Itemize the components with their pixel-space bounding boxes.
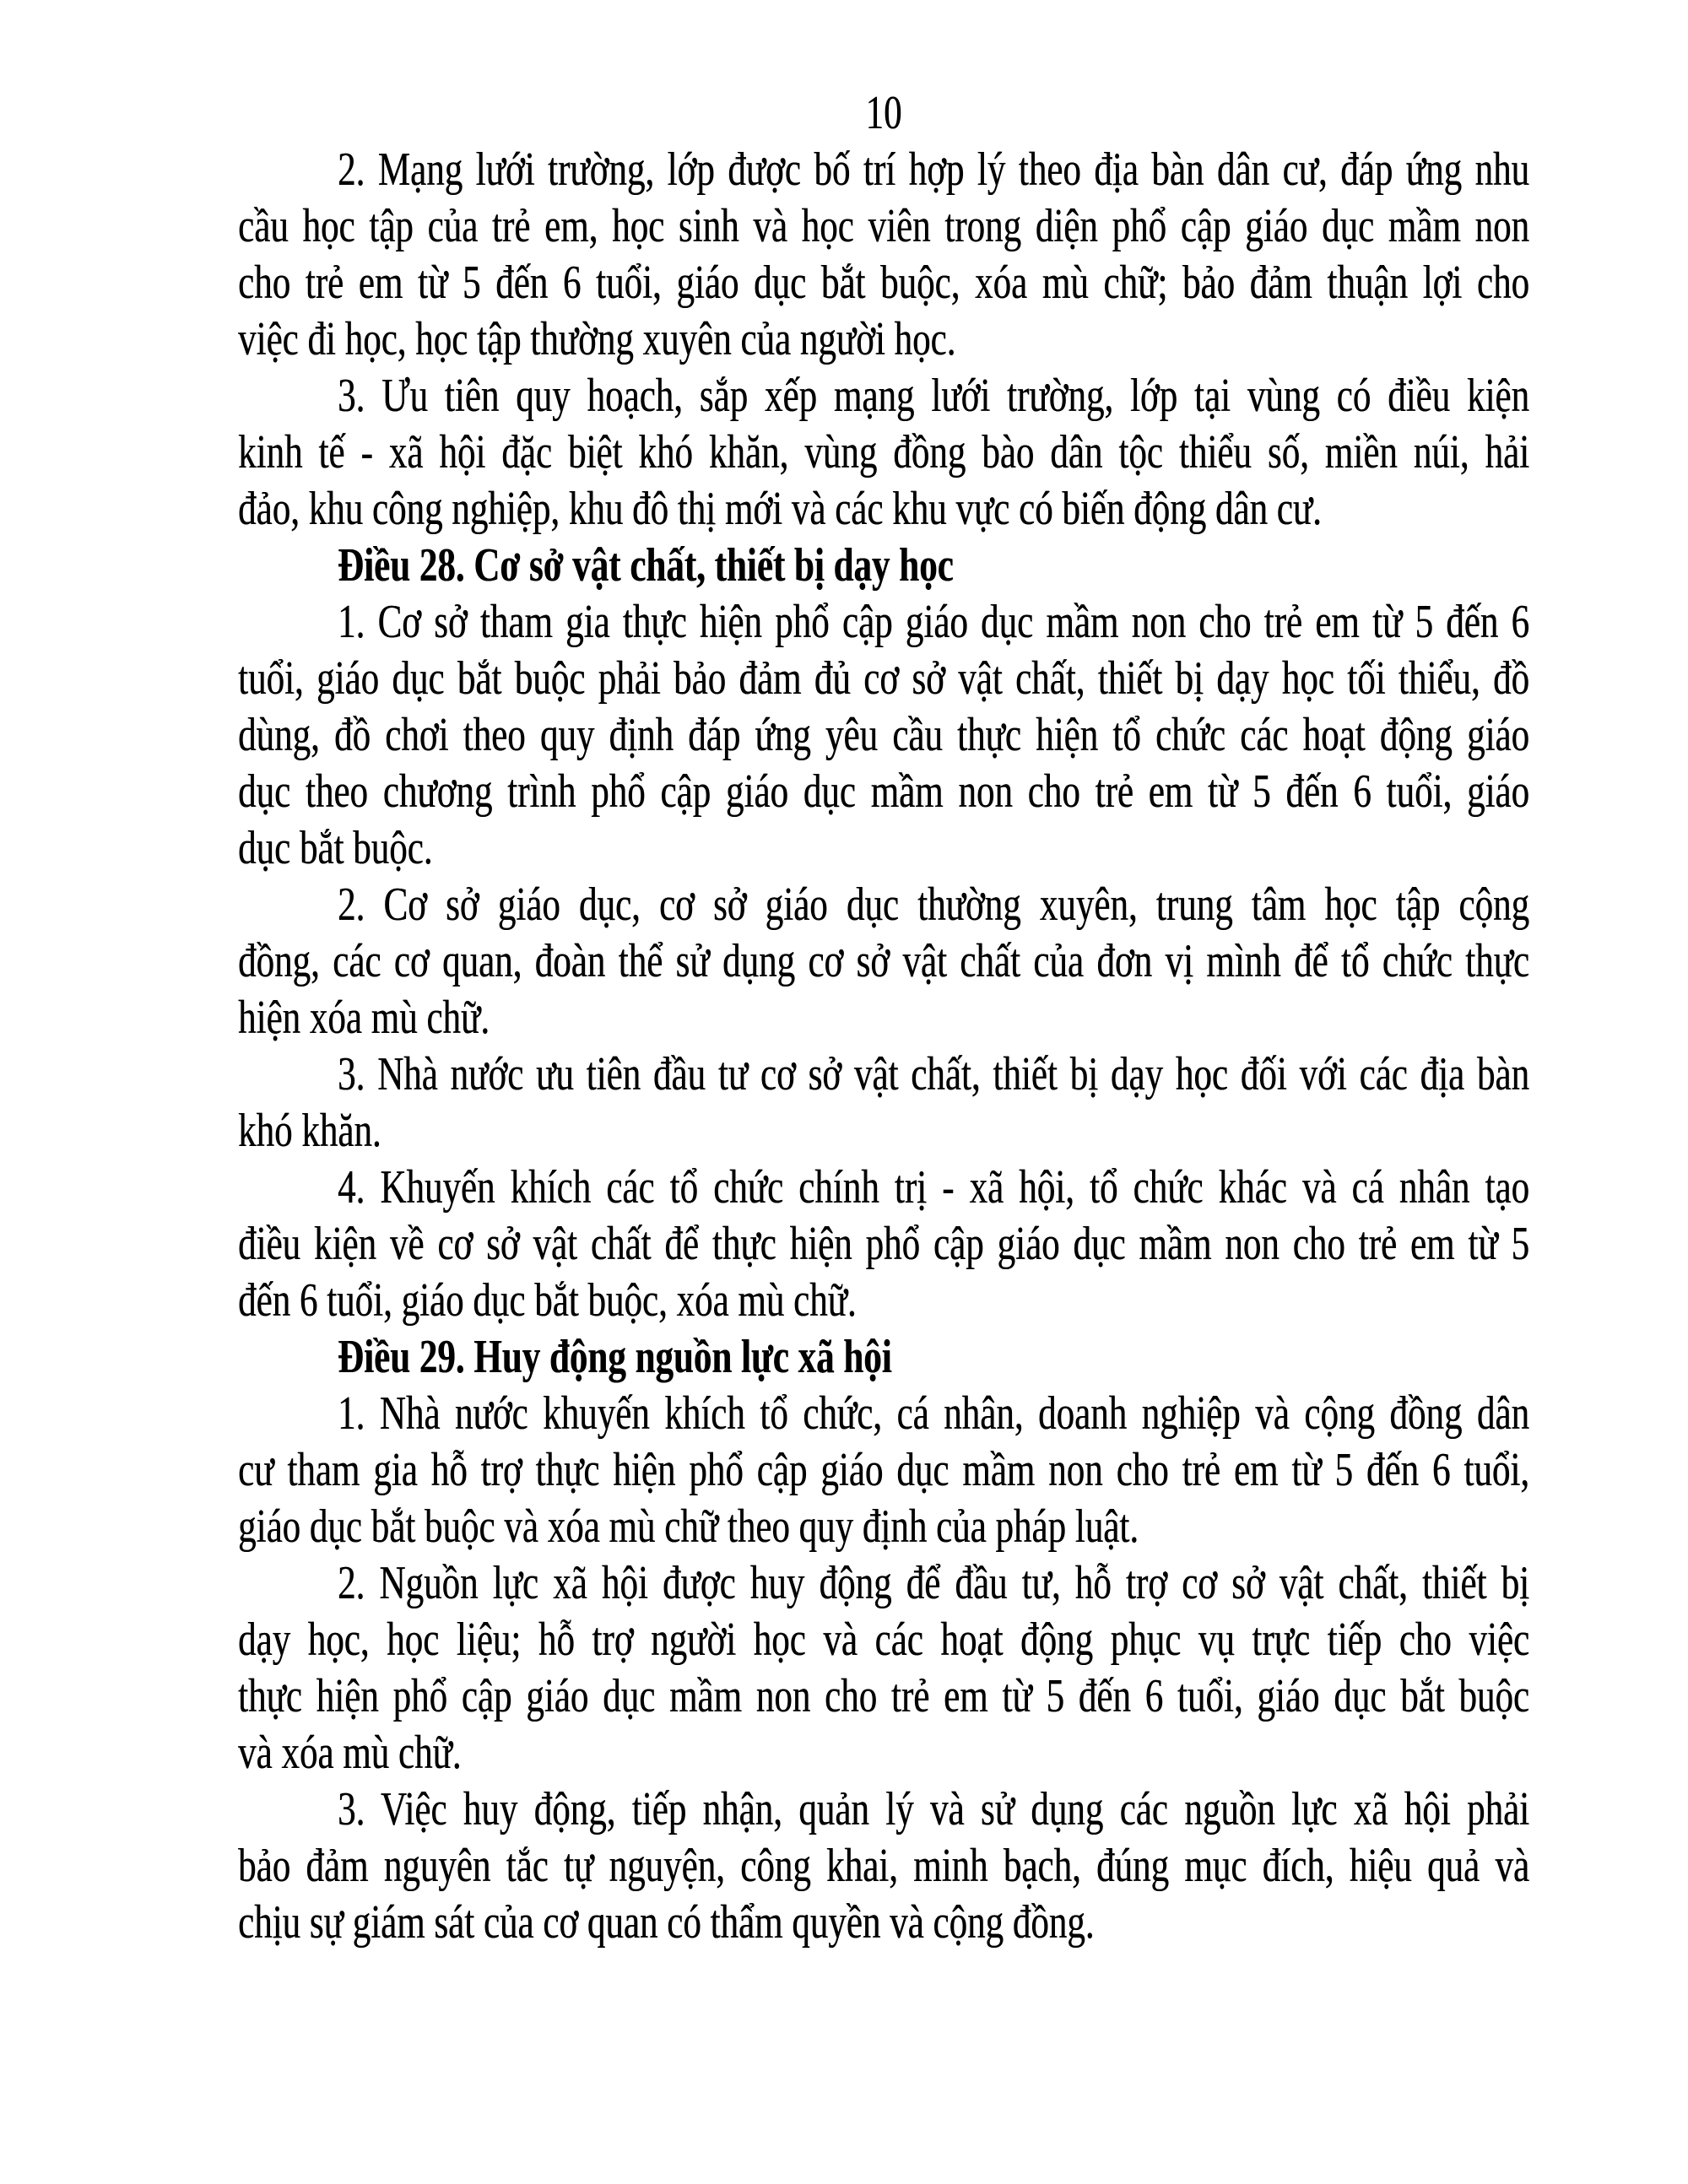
text-line: dạy học, học liệu; hỗ trợ người học và các hoạt động phục vụ trực tiếp cho việc [238, 1614, 1529, 1667]
text-line: và xóa mù chữ. [238, 1727, 462, 1780]
text-line: 4. Khuyến khích các tổ chức chính trị - xã hội, tổ chức khác và cá nhân tạo [338, 1161, 1529, 1214]
text-line: dục theo chương trình phổ cập giáo dục mầm non cho trẻ em từ 5 đến 6 tuổi, giáo [238, 765, 1529, 819]
text-line: đến 6 tuổi, giáo dục bắt buộc, xóa mù chữ. [238, 1274, 857, 1327]
text-line: cầu học tập của trẻ em, học sinh và học viên trong diện phổ cập giáo dục mầm non [238, 200, 1529, 253]
text-line: đồng, các cơ quan, đoàn thể sử dụng cơ sở vật chất của đơn vị mình để tổ chức thực [238, 935, 1529, 988]
text-line: 3. Nhà nước ưu tiên đầu tư cơ sở vật chất, thiết bị dạy học đối với các địa bàn [338, 1048, 1529, 1101]
text-line: Điều 28. Cơ sở vật chất, thiết bị dạy học [338, 539, 954, 592]
page-number: 10 [865, 87, 902, 140]
paragraph [238, 878, 1529, 1047]
text-line: 2. Cơ sở giáo dục, cơ sở giáo dục thường xuyên, trung tâm học tập cộng [338, 878, 1529, 932]
paragraph [238, 369, 1529, 538]
text-line: dùng, đồ chơi theo quy định đáp ứng yêu cầu thực hiện tổ chức các hoạt động giáo [238, 709, 1529, 762]
paragraph [238, 1556, 1529, 1782]
text-line: Điều 29. Huy động nguồn lực xã hội [338, 1331, 892, 1384]
paragraph [238, 1387, 1529, 1556]
text-line: việc đi học, học tập thường xuyên của người học. [238, 313, 956, 366]
paragraph [238, 1782, 1529, 1952]
text-line: 3. Việc huy động, tiếp nhận, quản lý và sử dụng các nguồn lực xã hội phải [338, 1783, 1529, 1836]
text-line: hiện xóa mù chữ. [238, 992, 490, 1045]
text-line: điều kiện về cơ sở vật chất để thực hiện phổ cập giáo dục mầm non cho trẻ em từ 5 [238, 1218, 1529, 1271]
text-line: bảo đảm nguyên tắc tự nguyện, công khai, minh bạch, đúng mục đích, hiệu quả và [238, 1840, 1529, 1893]
text-line: tuổi, giáo dục bắt buộc phải bảo đảm đủ cơ sở vật chất, thiết bị dạy học tối thiểu, đồ [238, 652, 1529, 705]
text-line: cư tham gia hỗ trợ thực hiện phổ cập giáo dục mầm non cho trẻ em từ 5 đến 6 tuổi, [238, 1444, 1529, 1497]
text-line: kinh tế - xã hội đặc biệt khó khăn, vùng đồng bào dân tộc thiểu số, miền núi, hải [238, 426, 1529, 479]
paragraph [238, 143, 1529, 369]
paragraph [238, 595, 1529, 878]
text-line: cho trẻ em từ 5 đến 6 tuổi, giáo dục bắt buộc, xóa mù chữ; bảo đảm thuận lợi cho [238, 257, 1529, 310]
document-body [238, 143, 1529, 1952]
text-line: khó khăn. [238, 1105, 381, 1158]
text-line: 1. Nhà nước khuyến khích tổ chức, cá nhân, doanh nghiệp và cộng đồng dân [338, 1387, 1529, 1441]
text-line: 2. Mạng lưới trường, lớp được bố trí hợp lý theo địa bàn dân cư, đáp ứng nhu [338, 143, 1529, 197]
text-line: 1. Cơ sở tham gia thực hiện phổ cập giáo dục mầm non cho trẻ em từ 5 đến 6 [338, 596, 1529, 649]
text-line: đảo, khu công nghiệp, khu đô thị mới và các khu vực có biến động dân cư. [238, 483, 1322, 536]
text-line: chịu sự giám sát của cơ quan có thẩm quyền và cộng đồng. [238, 1896, 1095, 1949]
paragraph [238, 1160, 1529, 1330]
text-line: giáo dục bắt buộc và xóa mù chữ theo quy định của pháp luật. [238, 1500, 1139, 1554]
text-line: 3. Ưu tiên quy hoạch, sắp xếp mạng lưới trường, lớp tại vùng có điều kiện [338, 370, 1529, 423]
text-line: dục bắt buộc. [238, 822, 433, 875]
text-line: thực hiện phổ cập giáo dục mầm non cho trẻ em từ 5 đến 6 tuổi, giáo dục bắt buộc [238, 1670, 1529, 1723]
text-line: 2. Nguồn lực xã hội được huy động để đầu tư, hỗ trợ cơ sở vật chất, thiết bị [338, 1557, 1529, 1610]
paragraph [238, 1047, 1529, 1160]
